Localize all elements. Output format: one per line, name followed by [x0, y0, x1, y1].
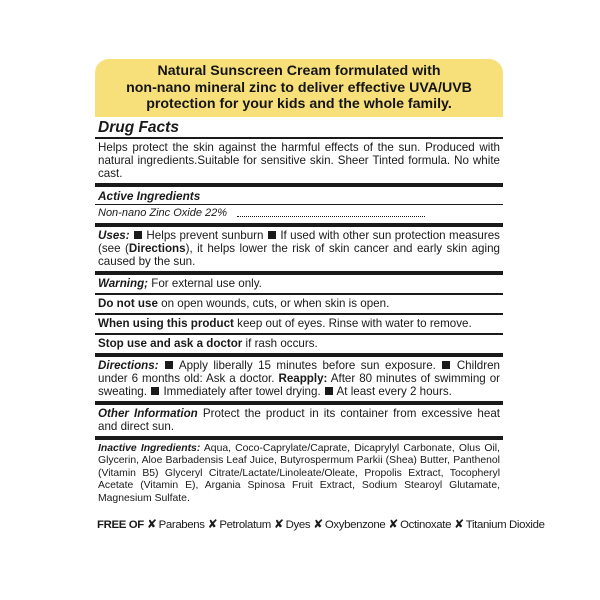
- bullet-square-icon: [165, 361, 173, 369]
- free-of-item: Petrolatum: [219, 519, 271, 532]
- stop-use-heading: Stop use and ask a doctor: [98, 336, 243, 350]
- uses-text-1: Helps prevent sunburn: [146, 228, 264, 242]
- free-of-item: Octinoxate: [400, 519, 452, 532]
- free-of-row: [95, 508, 545, 532]
- bullet-square-icon: [442, 361, 450, 369]
- warning-section: [95, 275, 503, 293]
- inactive-ingredients-heading: Inactive Ingredients:: [98, 442, 201, 454]
- free-of-item: Titanium Dioxide: [465, 519, 545, 532]
- product-banner: [95, 59, 503, 117]
- other-information-heading: Other Information: [98, 406, 198, 420]
- warning-text: For external use only.: [151, 276, 262, 290]
- drug-facts-title: Drug Facts: [98, 118, 179, 136]
- cross-mark-icon: ✘: [313, 517, 323, 532]
- when-using-heading: When using this product: [98, 316, 234, 330]
- free-of-label: FREE OF: [97, 519, 144, 532]
- other-information-section: [95, 405, 503, 436]
- when-using-section: [95, 315, 503, 333]
- dot-leader: [237, 216, 425, 217]
- uses-heading: Uses:: [98, 228, 130, 242]
- reapply-label: Reapply:: [278, 371, 328, 385]
- directions-section: [95, 357, 503, 401]
- directions-text-2: Children under 6 months old: Ask a doctor.: [98, 358, 500, 385]
- bullet-square-icon: [325, 387, 333, 395]
- product-description: Helps protect the skin against the harmful effects of the sun. Produced with natural ingredients.Suitable for sensitive skin. Sheer Tinted formula. No white cast.: [98, 140, 500, 180]
- active-ingredient-name: Non-nano Zinc Oxide 22%: [98, 206, 228, 219]
- directions-text-3: After 80 minutes of swimming or sweating.: [98, 371, 501, 398]
- stop-use-section: [95, 335, 503, 353]
- directions-text-5: At least every 2 hours.: [336, 384, 452, 398]
- free-of-item: Parabens: [158, 519, 205, 532]
- do-not-use-heading: Do not use: [98, 296, 158, 310]
- cross-mark-icon: ✘: [454, 517, 464, 532]
- warning-heading: Warning;: [98, 276, 149, 290]
- banner-line-1: Natural Sunscreen Cream formulated with: [157, 63, 441, 79]
- cross-mark-icon: ✘: [388, 517, 399, 532]
- uses-text-2: If used with other sun protection measures (see: [98, 228, 500, 255]
- cross-mark-icon: ✘: [273, 517, 284, 532]
- active-ingredient-row: [95, 205, 503, 223]
- banner-line-2: non-nano mineral zinc to deliver effective UVA/UVB: [126, 79, 472, 96]
- inactive-ingredients-section: [95, 440, 503, 509]
- do-not-use-text: on open wounds, cuts, or when skin is open.: [161, 296, 390, 310]
- inactive-ingredients-text: Aqua, Coco-Caprylate/Caprate, Dicaprylyl Carbonate, Olus Oil, Glycerin, Aloe Barbadensis Leaf Juice, Butyrospermum Parkii (Shea) Butter, Panthenol (Vitamin B5) Glyceryl Citrate/Lactate/Linoleate/Oleate, Propolis Extract, Tocopheryl Acetate (Vitamin E), Argania Spinosa Fruit Extract, Sodium Stearoyl Glutamate, Magnesium Sulfate.: [98, 442, 500, 504]
- directions-heading: Directions:: [98, 358, 159, 372]
- directions-text-4: Immediately after towel drying.: [163, 384, 321, 398]
- bullet-square-icon: [151, 387, 159, 395]
- drug-facts-label: [95, 59, 545, 532]
- uses-section: Uses: Helps prevent sunburn If used with other sun protection measures (see (Directions), it helps lower the risk of skin cancer and early skin aging caused by the sun.: [98, 228, 500, 268]
- cross-mark-icon: ✘: [207, 517, 218, 532]
- bullet-square-icon: [268, 231, 276, 239]
- do-not-use-section: [95, 295, 503, 313]
- active-ingredients-heading: Active Ingredients: [98, 188, 201, 203]
- bullet-square-icon: [134, 231, 142, 239]
- free-of-item: Dyes: [285, 519, 311, 532]
- free-of-list: [144, 519, 545, 531]
- other-information-text: Protect the product in its container from excessive heat and direct sun.: [98, 406, 500, 433]
- uses-text-3: ), it helps lower the risk of skin cancer and early skin aging caused by the sun.: [98, 241, 500, 268]
- when-using-text: keep out of eyes. Rinse with water to remove.: [237, 316, 472, 330]
- directions-text-1: Apply liberally 15 minutes before sun exposure.: [178, 358, 436, 372]
- cross-mark-icon: ✘: [146, 517, 157, 532]
- banner-line-3: protection for your kids and the whole family.: [146, 96, 452, 112]
- free-of-item: Oxybenzone: [324, 519, 386, 532]
- directions-reference: Directions: [128, 241, 186, 255]
- stop-use-text: if rash occurs.: [245, 336, 318, 350]
